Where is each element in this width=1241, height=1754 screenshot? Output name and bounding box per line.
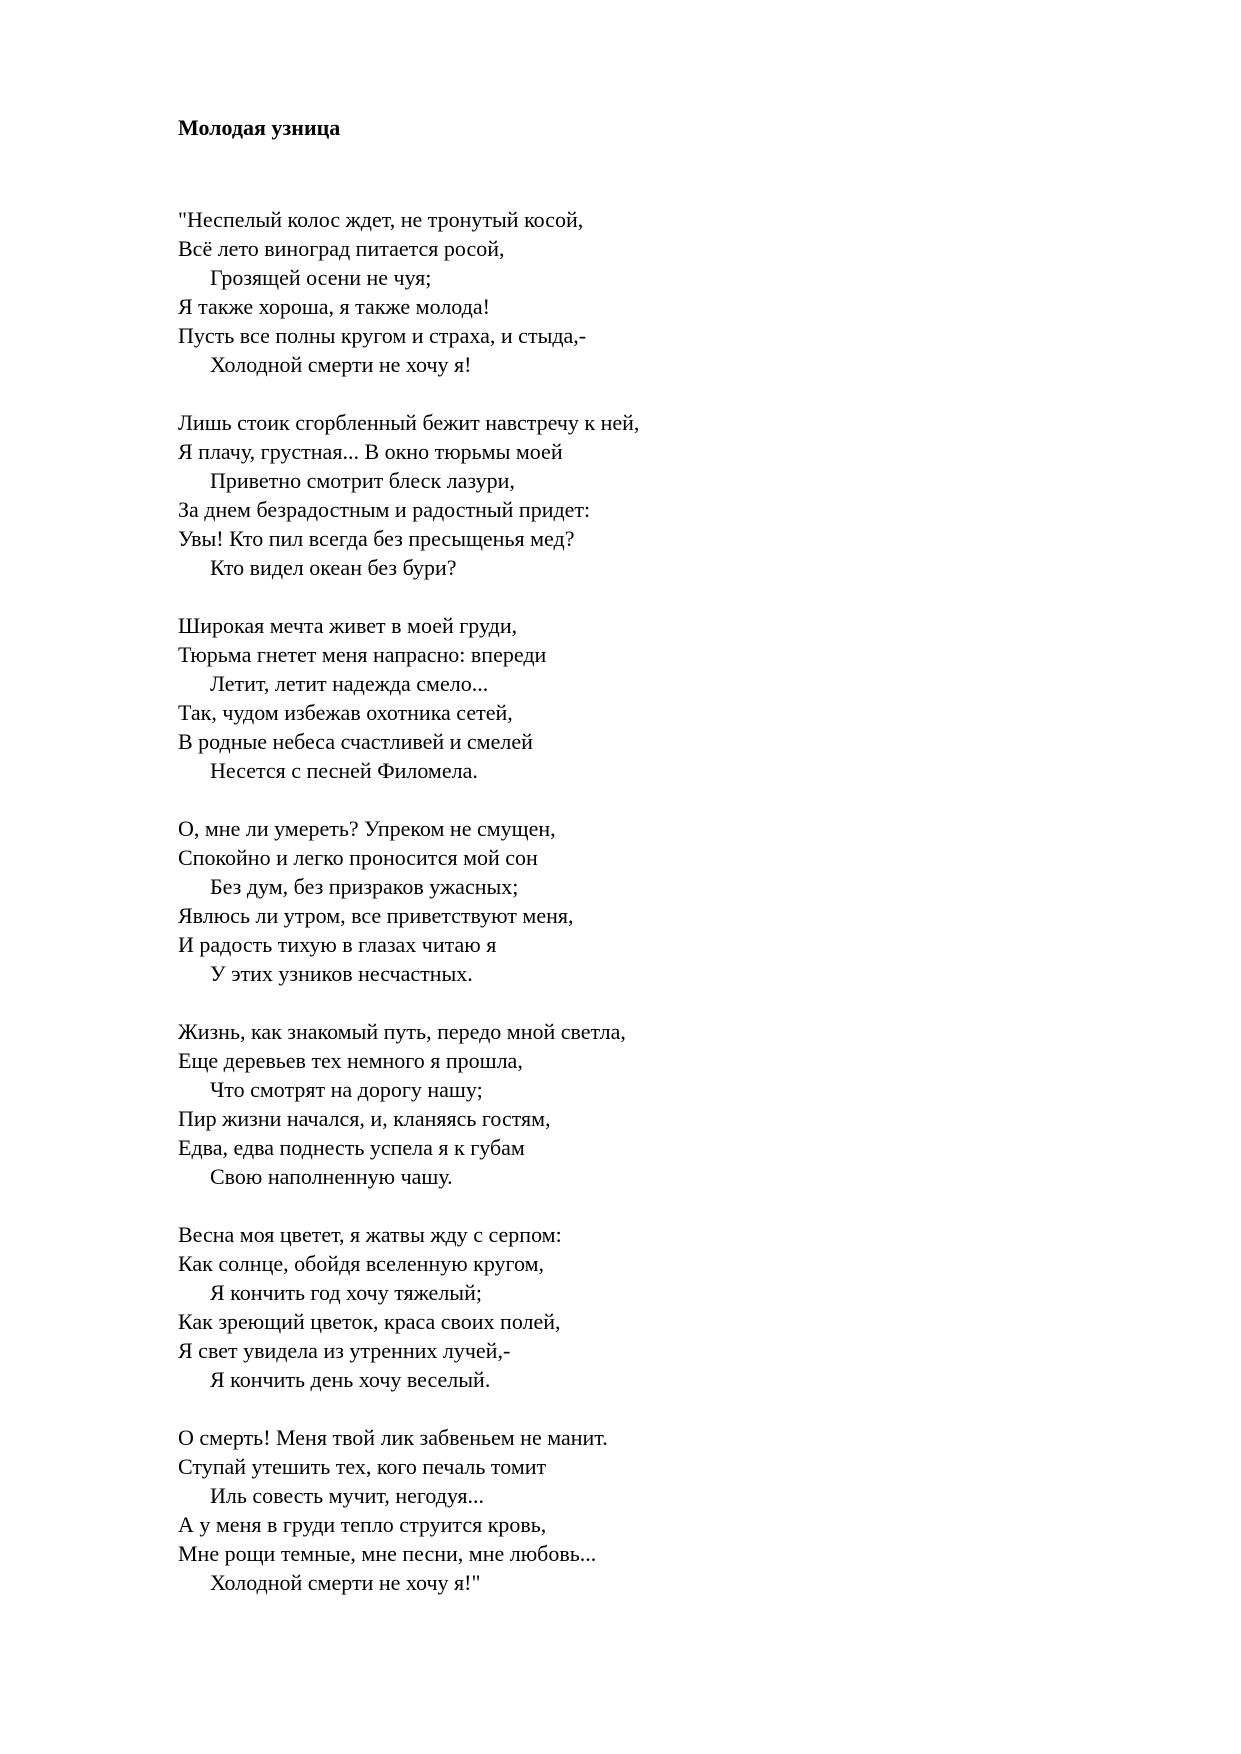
poem-line: Как солнце, обойдя вселенную кругом,: [178, 1251, 545, 1276]
poem-line: Пусть все полны кругом и страха, и стыда,-: [178, 323, 587, 348]
stanza-7: [178, 1423, 1178, 1597]
poem-line-indented: Что смотрят на дорогу нашу;: [210, 1077, 483, 1102]
poem-line-indented: Свою наполненную чашу.: [210, 1164, 453, 1189]
stanza-2: [178, 408, 1178, 582]
poem-line: Весна моя цветет, я жатвы жду с серпом:: [178, 1222, 562, 1247]
poem-line: Еще деревьев тех немного я прошла,: [178, 1048, 523, 1073]
poem-line-indented: Иль совесть мучит, негодуя...: [210, 1483, 485, 1508]
poem-line: А у меня в груди тепло струится кровь,: [178, 1512, 547, 1537]
poem-line-indented: Несется с песней Филомела.: [210, 758, 478, 783]
poem-line: Я также хороша, я также молода!: [178, 294, 490, 319]
poem-body: [178, 205, 1178, 1626]
poem-line-indented: Приветно смотрит блеск лазури,: [210, 468, 515, 493]
poem-line: Тюрьма гнетет меня напрасно: впереди: [178, 642, 547, 667]
poem-line: Я свет увидела из утренних лучей,-: [178, 1338, 511, 1363]
poem-line: Широкая мечта живет в моей груди,: [178, 613, 518, 638]
poem-line: Ступай утешить тех, кого печаль томит: [178, 1454, 547, 1479]
poem-line: Едва, едва поднесть успела я к губам: [178, 1135, 525, 1160]
poem-line: Жизнь, как знакомый путь, передо мной светла,: [178, 1019, 626, 1044]
poem-line-indented: Без дум, без призраков ужасных;: [210, 874, 519, 899]
poem-line: О смерть! Меня твой лик забвеньем не манит.: [178, 1425, 608, 1450]
poem-line: Увы! Кто пил всегда без пресыщенья мед?: [178, 526, 575, 551]
poem-line: Я плачу, грустная... В окно тюрьмы моей: [178, 439, 563, 464]
poem-line-indented: Я кончить год хочу тяжелый;: [210, 1280, 482, 1305]
poem-line: Мне рощи темные, мне песни, мне любовь...: [178, 1541, 597, 1566]
poem-line: Как зреющий цветок, краса своих полей,: [178, 1309, 561, 1334]
poem-line: Явлюсь ли утром, все приветствуют меня,: [178, 903, 574, 928]
poem-line-indented: У этих узников несчастных.: [210, 961, 473, 986]
poem-line: О, мне ли умереть? Упреком не смущен,: [178, 816, 556, 841]
poem-line-indented: Холодной смерти не хочу я!": [210, 1570, 481, 1595]
stanza-5: [178, 1017, 1178, 1191]
poem-title: Молодая узница: [178, 115, 341, 140]
poem-line-indented: Кто видел океан без бури?: [210, 555, 457, 580]
poem-line: Всё лето виноград питается росой,: [178, 236, 505, 261]
poem-line: Лишь стоик сгорбленный бежит навстречу к ней,: [178, 410, 640, 435]
stanza-1: [178, 205, 1178, 379]
stanza-3: [178, 611, 1178, 785]
poem-line-indented: Холодной смерти не хочу я!: [210, 352, 472, 377]
poem-line: И радость тихую в глазах читаю я: [178, 932, 497, 957]
poem-line: "Неспелый колос ждет, не тронутый косой,: [178, 207, 584, 232]
poem-line: Так, чудом избежав охотника сетей,: [178, 700, 513, 725]
poem-line: В родные небеса счастливей и смелей: [178, 729, 533, 754]
poem-line-indented: Я кончить день хочу веселый.: [210, 1367, 491, 1392]
stanza-4: [178, 814, 1178, 988]
stanza-6: [178, 1220, 1178, 1394]
poem-line-indented: Грозящей осени не чуя;: [210, 265, 432, 290]
poem-line: За днем безрадостным и радостный придет:: [178, 497, 591, 522]
poem-line: Спокойно и легко проносится мой сон: [178, 845, 538, 870]
poem-line: Пир жизни начался, и, кланяясь гостям,: [178, 1106, 551, 1131]
poem-line-indented: Летит, летит надежда смело...: [210, 671, 489, 696]
